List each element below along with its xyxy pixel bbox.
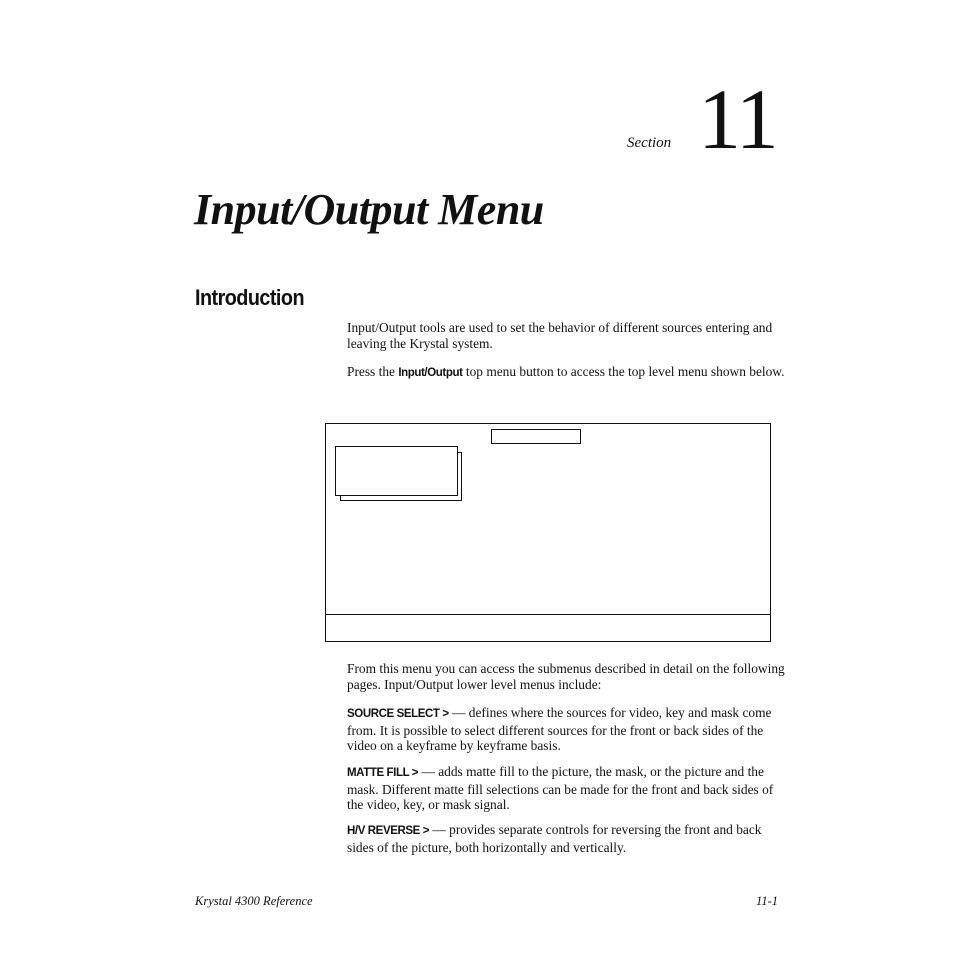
press-text-after: top menu button to access the top level menu shown below. [462,364,785,379]
menu-box [335,446,458,496]
matte-fill-description: — adds matte fill to the picture, the mask, or the picture and the mask. Different matte fill selections can be made for the front and back sides of the video, key, or mask signal. [347,764,774,812]
top-menu-tab [491,429,581,444]
page-title: Input/Output Menu [194,185,544,234]
matte-fill-term: MATTE FILL > [347,767,419,779]
submenu-item-source-select [347,705,787,754]
press-paragraph [347,364,787,382]
submenu-item-matte-fill [347,764,787,813]
submenu-item-hv-reverse [347,822,787,855]
press-text-before: Press the [347,364,399,379]
footer-doc-title: Krystal 4300 Reference [195,894,313,908]
footer-page-number: 11-1 [756,894,778,908]
source-select-description: — defines where the sources for video, key and mask come from. It is possible to select different sources for the front or back sides of the video on a keyframe by keyframe basis. [347,705,772,753]
section-label: Section [627,135,672,151]
menu-screenshot-figure [325,423,771,642]
intro-paragraph: Input/Output tools are used to set the behavior of different sources entering and leaving the Krystal system. [347,320,773,351]
source-select-term: SOURCE SELECT > [347,708,449,720]
input-output-term: Input/Output [398,367,463,379]
figure-divider [326,614,770,615]
hv-reverse-term: H/V REVERSE > [347,825,430,837]
hv-reverse-description: — provides separate controls for reversing the front and back sides of the picture, both horizontally and vertically. [347,822,762,855]
submenu-intro-paragraph: From this menu you can access the submenus described in detail on the following pages. Input/Output lower level menus include: [347,661,785,692]
introduction-heading: Introduction [195,285,304,310]
section-number: 11 [698,71,777,167]
